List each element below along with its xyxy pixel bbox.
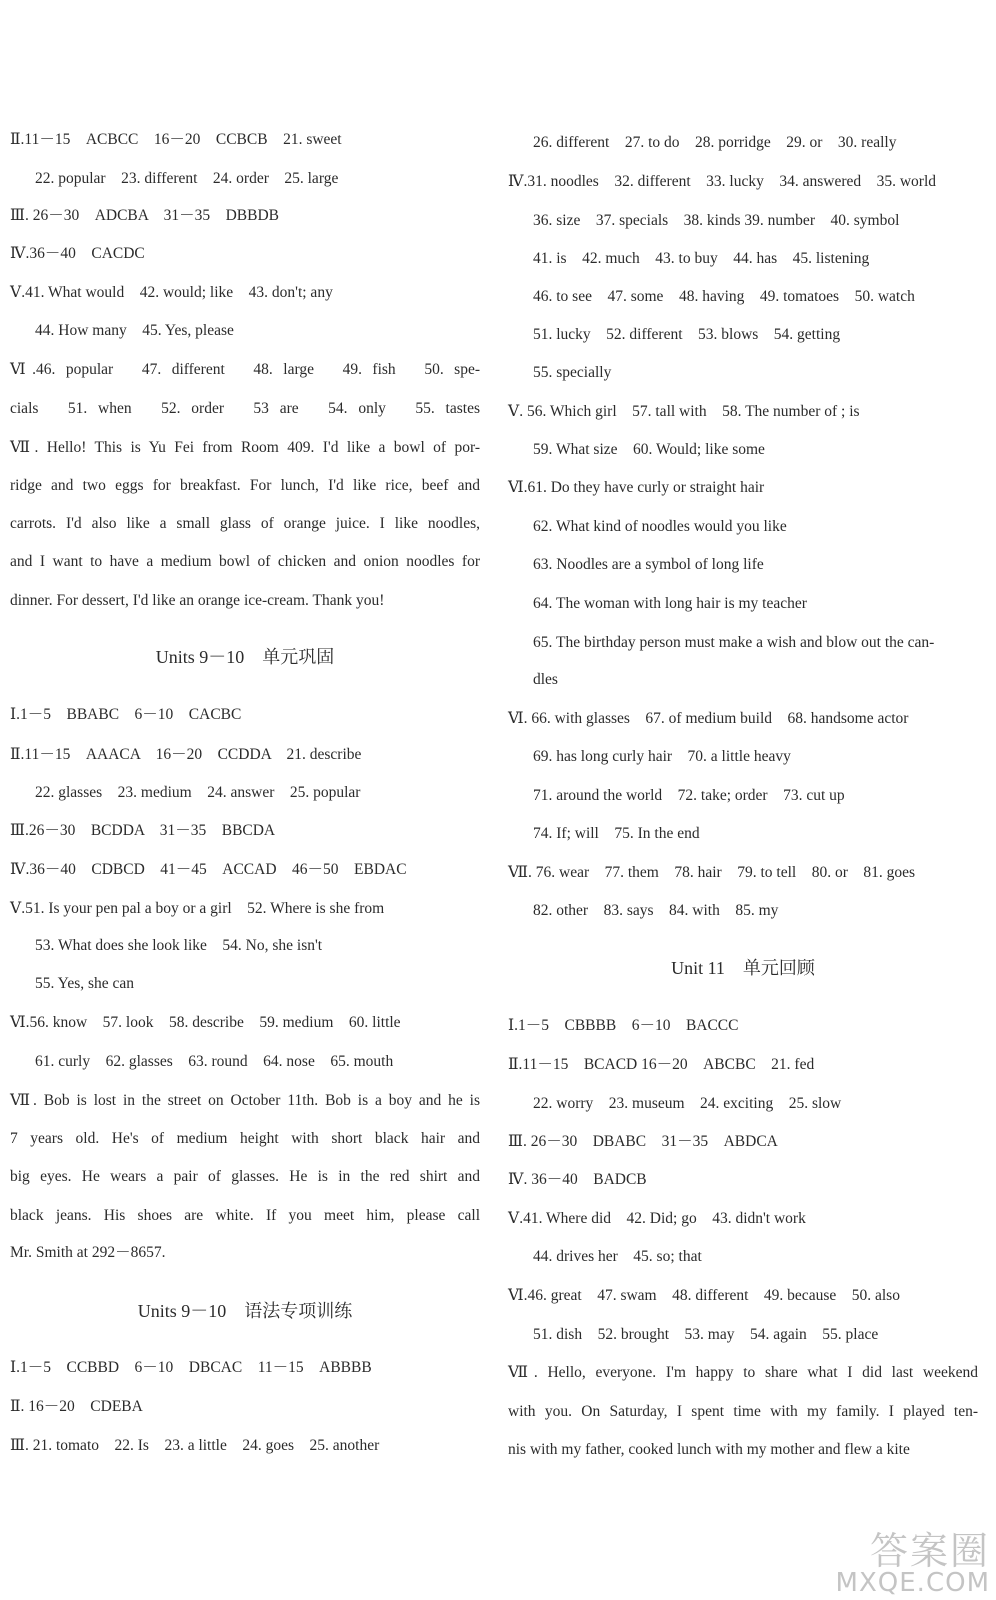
answer-line: big eyes. He wears a pair of glasses. He is in the red shirt and bbox=[10, 1168, 480, 1185]
answer-line: Ⅶ. Hello! This is Yu Fei from Room 409. I'd like a bowl of por- bbox=[10, 439, 480, 456]
answer-line: Ⅳ.36－40 CDBCD 41－45 ACCAD 46－50 EBDAC bbox=[10, 861, 407, 878]
section-heading: Units 9－10 语法专项训练 bbox=[137, 1301, 353, 1321]
answer-line: Ⅳ. 36－40 BADCB bbox=[508, 1171, 647, 1188]
answer-line: 53. What does she look like 54. No, she isn't bbox=[35, 937, 323, 954]
answer-line: black jeans. His shoes are white. If you meet him, please call bbox=[10, 1207, 480, 1224]
answer-line: 22. popular 23. different 24. order 25. large bbox=[35, 170, 339, 187]
answer-line: Ⅱ.11－15 BCACD 16－20 ABCBC 21. fed bbox=[508, 1056, 815, 1073]
answer-line: 51. lucky 52. different 53. blows 54. getting bbox=[533, 326, 841, 343]
answer-line: 82. other 83. says 84. with 85. my bbox=[533, 902, 779, 919]
answer-line: 74. If; will 75. In the end bbox=[533, 825, 700, 842]
answer-line: dinner. For dessert, I'd like an orange ice-cream. Thank you! bbox=[10, 592, 385, 609]
answer-line: Ⅲ. 26－30 ADCBA 31－35 DBBDB bbox=[10, 207, 280, 224]
answer-line: Ⅳ.36－40 CACDC bbox=[10, 245, 145, 262]
watermark-logo bbox=[835, 1529, 990, 1598]
answer-line: Ⅵ.46. great 47. swam 48. different 49. because 50. also bbox=[508, 1287, 900, 1304]
answer-line: with you. On Saturday, I spent time with my family. I played ten- bbox=[508, 1403, 978, 1420]
answer-line: nis with my father, cooked lunch with my mother and flew a kite bbox=[508, 1441, 910, 1458]
answer-line: Ⅰ.1－5 CBBBB 6－10 BACCC bbox=[508, 1017, 739, 1034]
answer-line: 65. The birthday person must make a wish and blow out the can- bbox=[533, 634, 935, 651]
answer-line: 64. The woman with long hair is my teacher bbox=[533, 595, 807, 612]
watermark-title: 答案圈 bbox=[869, 1529, 990, 1573]
answer-line: Ⅳ.31. noodles 32. different 33. lucky 34. answered 35. world bbox=[508, 173, 937, 190]
answer-line: Ⅱ.11－15 AAACA 16－20 CCDDA 21. describe bbox=[10, 746, 362, 763]
answer-line: Ⅶ. 76. wear 77. them 78. hair 79. to tell 80. or 81. goes bbox=[508, 864, 916, 881]
answer-line: Ⅲ.26－30 BCDDA 31－35 BBCDA bbox=[10, 822, 276, 839]
answer-line: Ⅰ.1－5 CCBBD 6－10 DBCAC 11－15 ABBBB bbox=[10, 1359, 372, 1376]
answer-line: Ⅵ. 66. with glasses 67. of medium build 68. handsome actor bbox=[508, 710, 909, 727]
answer-line: 63. Noodles are a symbol of long life bbox=[533, 556, 764, 573]
answer-line: carrots. I'd also like a small glass of orange juice. I like noodles, bbox=[10, 515, 480, 532]
answer-line: Ⅴ.41. What would 42. would; like 43. don't; any bbox=[10, 284, 333, 301]
answer-line: Ⅱ. 16－20 CDEBA bbox=[10, 1398, 143, 1415]
answer-line: 46. to see 47. some 48. having 49. tomatoes 50. watch bbox=[533, 288, 915, 305]
answer-line: 44. How many 45. Yes, please bbox=[35, 322, 234, 339]
answer-line: dles bbox=[533, 671, 558, 688]
answer-line: Ⅴ. 56. Which girl 57. tall with 58. The number of ; is bbox=[508, 403, 860, 420]
answer-line: 69. has long curly hair 70. a little heavy bbox=[533, 748, 791, 765]
answer-line: 22. glasses 23. medium 24. answer 25. popular bbox=[35, 784, 361, 801]
answer-line: Ⅰ.1－5 BBABC 6－10 CACBC bbox=[10, 706, 242, 723]
answer-line: 41. is 42. much 43. to buy 44. has 45. listening bbox=[533, 250, 870, 267]
answer-line: 7 years old. He's of medium height with short black hair and bbox=[10, 1130, 480, 1147]
answer-line: Ⅶ. Hello, everyone. I'm happy to share what I did last weekend bbox=[508, 1364, 978, 1381]
answer-line: Ⅴ.41. Where did 42. Did; go 43. didn't work bbox=[508, 1210, 806, 1227]
answer-line: Ⅵ.56. know 57. look 58. describe 59. medium 60. little bbox=[10, 1014, 401, 1031]
answer-line: Ⅱ.11－15 ACBCC 16－20 CCBCB 21. sweet bbox=[10, 131, 342, 148]
answer-line: 44. drives her 45. so; that bbox=[533, 1248, 702, 1265]
answer-line: ridge and two eggs for breakfast. For lunch, I'd like rice, beef and bbox=[10, 477, 480, 494]
answer-line: Ⅲ. 21. tomato 22. Is 23. a little 24. goes 25. another bbox=[10, 1437, 380, 1454]
answer-line: cials 51. when 52. order 53 are 54. only 55. tastes bbox=[10, 400, 480, 417]
answer-line: Mr. Smith at 292－8657. bbox=[10, 1244, 166, 1261]
answer-line: Ⅴ.51. Is your pen pal a boy or a girl 52. Where is she from bbox=[10, 900, 385, 917]
answer-line: Ⅶ. Bob is lost in the street on October 11th. Bob is a boy and he is bbox=[10, 1092, 480, 1109]
answer-line: 51. dish 52. brought 53. may 54. again 55. place bbox=[533, 1326, 879, 1343]
answer-line: 59. What size 60. Would; like some bbox=[533, 441, 765, 458]
answer-line: 55. specially bbox=[533, 364, 612, 381]
answer-line: 62. What kind of noodles would you like bbox=[533, 518, 787, 535]
answer-line: 55. Yes, she can bbox=[35, 975, 135, 992]
section-heading: Unit 11 单元回顾 bbox=[671, 958, 815, 978]
answer-line: 61. curly 62. glasses 63. round 64. nose 65. mouth bbox=[35, 1053, 394, 1070]
answer-line: 71. around the world 72. take; order 73. cut up bbox=[533, 787, 845, 804]
answer-line: 26. different 27. to do 28. porridge 29. or 30. really bbox=[533, 134, 897, 151]
section-heading: Units 9－10 单元巩固 bbox=[155, 647, 335, 667]
answer-line: Ⅵ.46. popular 47. different 48. large 49. fish 50. spe- bbox=[10, 361, 480, 378]
watermark-url: MXQE.COM bbox=[835, 1568, 990, 1598]
answer-line: 36. size 37. specials 38. kinds 39. number 40. symbol bbox=[533, 212, 900, 229]
answer-line: and I want to have a medium bowl of chicken and onion noodles for bbox=[10, 553, 480, 570]
answer-line: Ⅵ.61. Do they have curly or straight hair bbox=[508, 479, 765, 496]
answer-line: Ⅲ. 26－30 DBABC 31－35 ABDCA bbox=[508, 1133, 778, 1150]
answer-line: 22. worry 23. museum 24. exciting 25. slow bbox=[533, 1095, 842, 1112]
